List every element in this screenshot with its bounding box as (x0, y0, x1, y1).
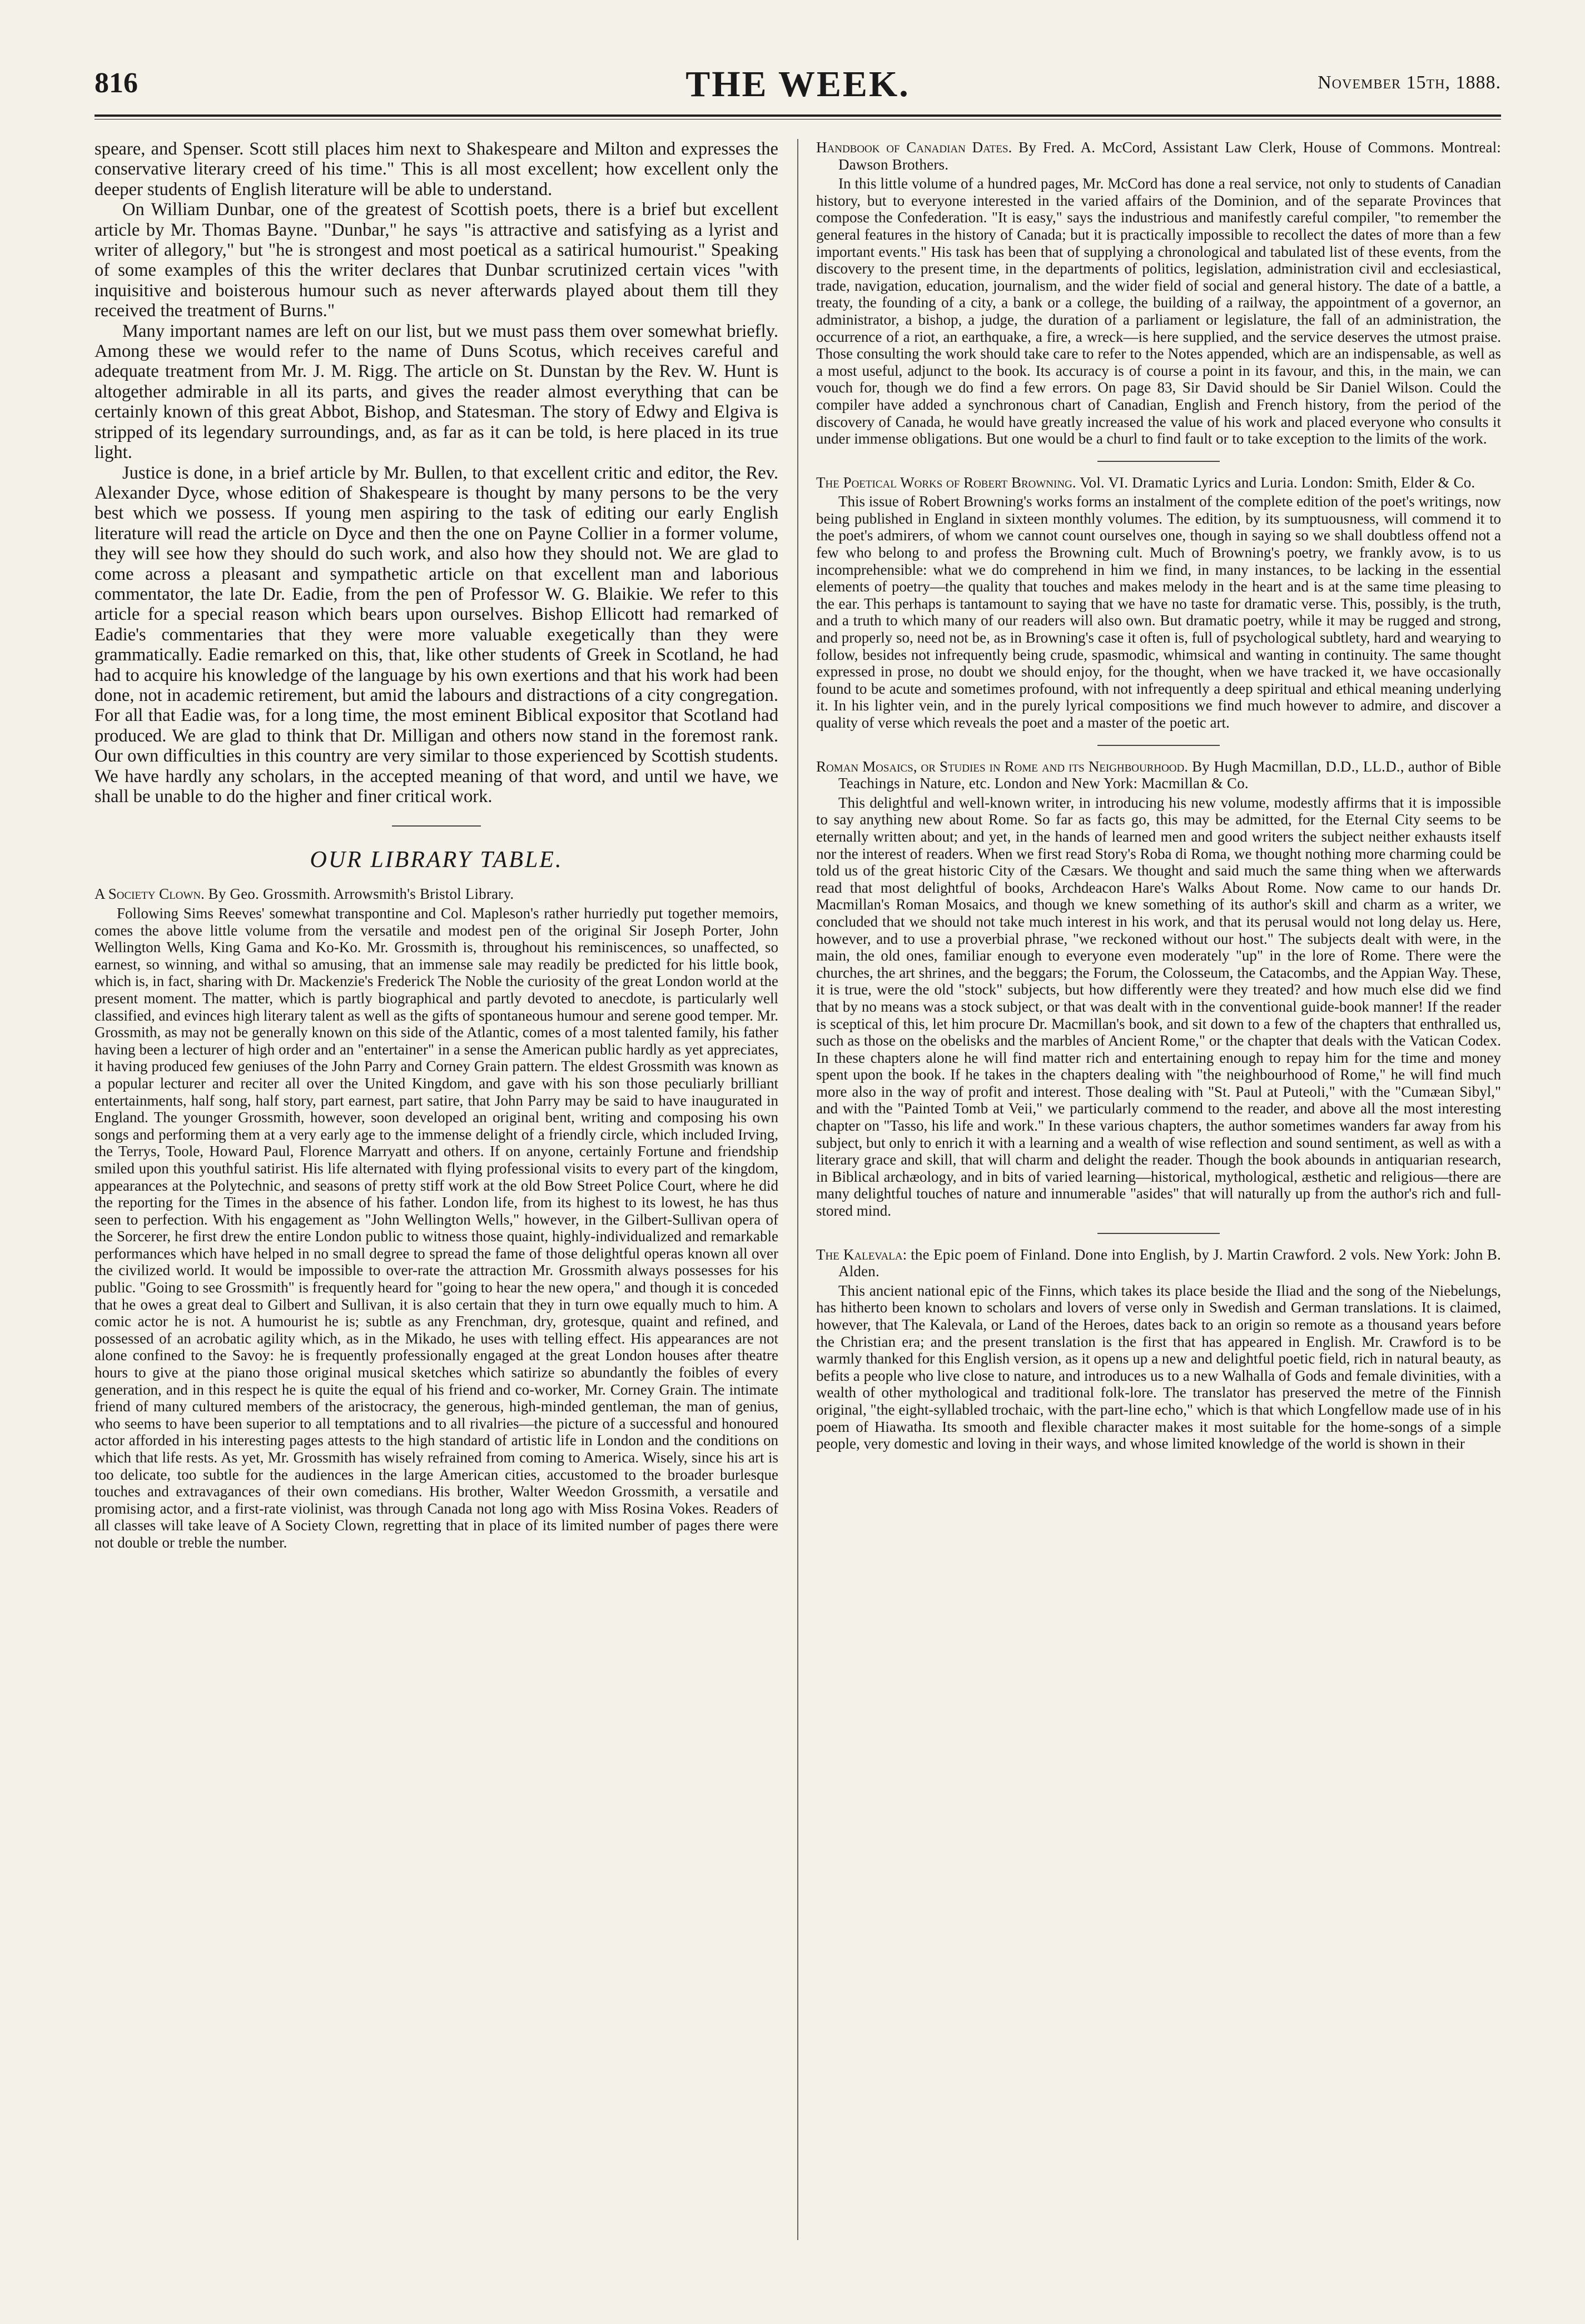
review-separator (1097, 1233, 1220, 1234)
review-byline: By Fred. A. McCord, Assistant Law Clerk, House of Commons. Montreal: Dawson Brothers. (838, 139, 1502, 173)
review-heading (816, 139, 1501, 173)
page-number: 816 (95, 67, 138, 99)
left-column (95, 139, 778, 1551)
review-body: This ancient national epic of the Finns, which takes its place beside the Iliad and the song of the Niebelungs, has hitherto been known to scholars and lovers of verse only in Swedish and German translations. It is claimed, however, that The Kalevala, or Land of the Heroes, dates back to an origin so remote as a thousand years before the Christian era; and the present translation is the first that has appeared in English. Mr. Crawford is to be warmly thanked for this English version, as it opens up a new and delightful poetic field, rich in natural beauty, as befits a people who live close to nature, and introduces us to a new Walhalla of Gods and female divinities, with a wealth of other mythological and traditional folk-lore. The translator has preserved the metre of the Finnish original, "the eight-syllabled trochaic, with the part-line echo," which is that which Longfellow made use of in his poem of Hiawatha. Its smooth and flexible character makes it most suitable for the home-songs of a simple people, very domestic and loving in their ways, and whose limited knowledge of the world is shown in their (816, 1282, 1501, 1452)
header-rule-thin (95, 119, 1501, 120)
review-title: Handbook of Canadian Dates. (816, 139, 1012, 156)
review-title: The Poetical Works of Robert Browning. (816, 474, 1076, 491)
review-roman-mosaics (816, 758, 1501, 1220)
paragraph: Many important names are left on our list, but we must pass them over somewhat briefly. Among these we would refer to the name of Duns Scotus, which receives careful and adequate treatment from Mr. J. M. Rigg. The article on St. Dunstan by the Rev. W. Hunt is altogether admirable in all its parts, and gives the reader almost everything that can be certainly known of this great Abbot, Bishop, and Statesman. The story of Edwy and Elgiva is stripped of its legendary surroundings, and, as far as it can be told, is here placed in its true light. (95, 321, 778, 463)
review-kalevala (816, 1246, 1501, 1452)
review-separator (1097, 745, 1220, 746)
review-browning (816, 474, 1501, 731)
paragraph: speare, and Spenser. Scott still places him next to Shakespeare and Milton and expresses the conservative literary creed of his time." This is all most excellent; how excellent only the deeper students of English literature will be able to understand. (95, 139, 778, 200)
journal-title: THE WEEK. (685, 64, 910, 104)
review-title: The Kalevala: (816, 1246, 907, 1263)
review-byline: the Epic poem of Finland. Done into English, by J. Martin Crawford. 2 vols. New York: John B. Alden. (838, 1246, 1502, 1280)
column-divider (797, 139, 798, 2240)
right-column (816, 139, 1501, 1452)
review-body: This issue of Robert Browning's works forms an instalment of the complete edition of the poet's writings, now being published in England in sixteen monthly volumes. The edition, by its sumptuousness, will commend it to the poet's admirers, of whom we cannot count ourselves one, though in saying so we shall doubtless offend not a few who belong to and profess the Browning cult. Much of Browning's poetry, we frankly avow, is to us incomprehensible: what we do comprehend in him we find, in many instances, to be lacking in the essential elements of poetry—the quality that touches and makes melody in the heart and is at the same time pleasing to the ear. This perhaps is tantamount to saying that we have no taste for dramatic verse. This, possibly, is the truth, and a truth to which many of our readers will also own. But dramatic poetry, while it may be rugged and strong, and properly so, need not be, as in Browning's case it often is, full of psychological subtlety, hard and wearying to follow, besides not infrequently being crude, spasmodic, whimsical and wanting in continuity. The same thought expressed in prose, no doubt we should enjoy, for the thought, when we have tracked it, we have occasionally found to be acute and sometimes profound, with not infrequently a deep spiritual and ethical meaning underlying it. In his lighter vein, and in the purely lyrical compositions we find much however to admire, and discover a quality of verse which reveals the poet and a master of the poetic art. (816, 493, 1501, 731)
header-rule (95, 115, 1501, 117)
issue-date: November 15th, 1888. (1318, 72, 1501, 93)
review-canadian-dates (816, 139, 1501, 447)
review-heading (95, 885, 778, 903)
article-continuation (95, 139, 778, 807)
review-body: Following Sims Reeves' somewhat transpontine and Col. Mapleson's rather hurriedly put together memoirs, comes the above little volume from the versatile and modest pen of the original Sir Joseph Porter, John Wellington Wells, King Gama and Ko-Ko. Mr. Grossmith is, throughout his reminiscences, so unaffected, so earnest, so winning, and withal so amusing, that an immense sale may readily be predicted for his little book, which is, in fact, sharing with Dr. Mackenzie's Frederick The Noble the curiosity of the great London world at the present moment. The matter, which is partly biographical and partly devoted to anecdote, is particularly well classified, and evinces high literary talent as well as the gifts of spontaneous humour and serene good temper. Mr. Grossmith, as may not be generally known on this side of the Atlantic, comes of a most talented family, his father having been a lecturer of high order and an "entertainer" in a sense the American public hardly as yet appreciates, it having produced few geniuses of the John Parry and Corney Grain pattern. The eldest Grossmith was known as a popular lecturer and reciter all over the United Kingdom, and gave with his son those peculiarly brilliant entertainments, half song, half story, part earnest, part satire, that John Parry may be said to have inaugurated in England. The younger Grossmith, however, soon developed an original bent, writing and composing his own songs and performing them at a very early age to the immense delight of a friendly circle, which included Irving, the Terrys, Toole, Howard Paul, Florence Marryatt and others. If on anyone, certainly Fortune and friendship smiled upon this youthful satirist. His life alternated with flying professional visits to every part of the kingdom, appearances at the Polytechnic, and seasons of pretty stiff work at the old Bow Street Police Court, where he did the reporting for the Times in the absence of his father. London life, from its highest to its lowest, he has thus seen to perfection. With his engagement as "John Wellington Wells," however, in the Gilbert-Sullivan opera of the Sorcerer, he first drew the entire London public to witness those quaint, highly-individualized and remarkable performances which have helped in no small degree to spread the fame of those delightful operas known all over the civilized world. It would be impossible to over-rate the attraction Mr. Grossmith always possesses for his public. "Going to see Grossmith" is frequently heard for "going to hear the new opera," and though it is conceded that he owes a great deal to Gilbert and Sullivan, it is also certain that they in turn owe equally much to him. A comic actor he is not. A humourist he is; subtle as any Frenchman, dry, grotesque, quaint and refined, and possessed of an acrobatic agility which, as in the Mikado, he uses with telling effect. His appearances are not alone confined to the Savoy: he is frequently professionally engaged at the great London houses after theatre hours to give at the piano those original musical sketches which satirize so abundantly the foibles of every generation, and in this respect he is quite the equal of his friend and co-worker, Mr. Corney Grain. The intimate friend of many cultured members of the aristocracy, the generous, high-minded gentleman, the man of genius, who seems to have been superior to all temptations and to all rivalries—the picture of a successful and honoured actor afforded in his interesting pages attests to the high standard of artistic life in London and the conditions on which that life rests. As yet, Mr. Grossmith has wisely refrained from coming to America. Wisely, since his art is too delicate, too subtle for the audiences in the large American cities, accustomed to the broader burlesque touches and extravagances of their own comedians. His brother, Walter Weedon Grossmith, a versatile and promising actor, and a first-rate violinist, was through Canada not long ago with Miss Rosina Vokes. Readers of all classes will take leave of A Society Clown, regretting that in place of its limited number of pages there were not double or treble the number. (95, 905, 778, 1551)
review-heading (816, 474, 1501, 491)
review-separator (1097, 461, 1220, 462)
review-title: Roman Mosaics, or Studies in Rome and its Neighbourhood. (816, 758, 1189, 775)
paragraph: On William Dunbar, one of the greatest of Scottish poets, there is a brief but excellent article by Mr. Thomas Bayne. "Dunbar," he says "is attractive and satisfying as a lyrist and writer of allegory," but "he is strongest and most poetical as a satirical humourist." Speaking of some examples of this the writer declares that Dunbar scrutinized certain vices "with inquisitive and boisterous humour such as never afterwards played about them till they received the treatment of Burns." (95, 200, 778, 321)
page-header (95, 64, 1501, 111)
review-title: A Society Clown. (95, 885, 205, 903)
section-rule (392, 825, 481, 827)
section-title: OUR LIBRARY TABLE. (310, 847, 563, 873)
review-heading (816, 758, 1501, 792)
review-society-clown (95, 885, 778, 1551)
review-byline: By Hugh Macmillan, D.D., LL.D., author of Bible Teachings in Nature, etc. London and New York: Macmillan & Co. (838, 758, 1501, 792)
review-body: This delightful and well-known writer, in introducing his new volume, modestly affirms that it is impossible to say anything new about Rome. So far as facts go, this may be admitted, for the Eternal City seems to be eternally written about; and yet, in the hands of learned men and good writers the subject neither exhausts itself nor the interest of readers. When we first read Story's Roba di Roma, we thought nothing more charming could be told us of the great historic City of the Cæsars. We thought and said much the same thing when we afterwards read that most delightful of books, Archdeacon Hare's Walks About Rome. Now came to our hands Dr. Macmillan's Roman Mosaics, and though we knew something of its author's skill and charm as a writer, we concluded that we should not take much interest in his work, and that its perusal would not long delay us. Here, however, and to use a proverbial phrase, "we reckoned without our host." The subjects dealt with were, in the main, the old ones, familiar enough to everyone even moderately "up" in the lore of Rome. There were the churches, the art shrines, and the beggars; the Forum, the Colosseum, the Catacombs, and the Appian Way. These, it is true, were the old "stock" subjects, but how differently were they treated? and how much else did we find that by no means was a stock subject, or that was dealt with in the conventional guide-book manner! If the reader is sceptical of this, let him procure Dr. Macmillan's book, and sit down to a few of the chapters that enthralled us, such as those on the obelisks and the marbles of Ancient Rome," or the chapter that deals with the Vatican Codex. In these chapters alone he will find matter rich and entertaining enough to repay him for the time and money spent upon the book. If he takes in the chapters dealing with "the neighbourhood of Rome," he will find much more also in the way of profit and interest. Those dealing with "St. Paul at Puteoli," with the "Cumæan Sibyl," and with the "Painted Tomb at Veii," we particularly commend to the reader, and above all the most interesting chapter on "Tasso, his life and work." In these various chapters, the author sometimes wanders far away from his subject, but only to enrich it with a learning and a wealth of wise reflection and sound sentiment, as well as with a literary grace and skill, that will charm and delight the reader. Though the book abounds in antiquarian research, in Biblical archæology, and in bits of varied learning—historical, mythological, æsthetic and religious—there are many delightful touches of nature and innumerable "asides" that will naturally up from the author's rich and full-stored mind. (816, 794, 1501, 1220)
review-body: In this little volume of a hundred pages, Mr. McCord has done a real service, not only to students of Canadian history, but to everyone interested in the varied affairs of the Dominion, and of the separate Provinces that compose the Confederation. "It is easy," says the industrious and manifestly careful compiler, "to remember the general features in the history of Canada; but it is practically impossible to recollect the dates of more than a few important events." His task has been that of supplying a chronological and tabulated list of these events, from the discovery to the present time, in the departments of politics, legislation, administration civil and ecclesiastical, trade, navigation, education, journalism, and the wider field of social and general history. The date of a battle, a treaty, the founding of a city, a bank or a college, the building of a railway, the appointment of a governor, an administrator, a bishop, a judge, the duration of a parliament or legislature, the fall of an administration, the occurrence of a riot, an earthquake, a fire, a wreck—is here supplied, and the service deserves the utmost praise. Those consulting the work should take care to refer to the Notes appended, which are an indispensable, as well as a most useful, adjunct to the book. Its accuracy is of course a point in its favour, and this, in the main, we can vouch for, though we do find a few errors. On page 83, Sir David should be Sir Daniel Wilson. Could the compiler have added a synchronous chart of Canadian, English and French history, from the period of the discovery of Canada, he would have greatly increased the value of his work and placed everyone who consults it under immense obligations. But one would be a churl to find fault or to take exception to the limits of the work. (816, 175, 1501, 447)
review-heading (816, 1246, 1501, 1280)
paragraph: Justice is done, in a brief article by Mr. Bullen, to that excellent critic and editor, the Rev. Alexander Dyce, whose edition of Shakespeare is thought by many persons to be the very best which we possess. If young men aspiring to the task of editing our early English literature will read the article on Dyce and then the one on Payne Collier in a former volume, they will see how they should do such work, and also how they should not. We are glad to come across a pleasant and sympathetic article on that excellent man and laborious commentator, the late Dr. Eadie, from the pen of Professor W. G. Blaikie. We refer to this article for a special reason which bears upon ourselves. Bishop Ellicott had remarked of Eadie's commentaries that they were more valuable exegetically than they were grammatically. Eadie remarked on this, that, like other students of Greek in Scotland, he had had to acquire his knowledge of the language by his own exertions and that his work had been done, not in academic retirement, but amid the labours and distractions of a city congregation. For all that Eadie was, for a long time, the most eminent Biblical expositor that Scotland had produced. We are glad to think that Dr. Milligan and others now stand in the foremost rank. Our own difficulties in this country are very similar to those experienced by Scottish students. We have hardly any scholars, in the accepted meaning of that word, and until we have, we shall be unable to do the higher and finer critical work. (95, 462, 778, 807)
review-byline: Vol. VI. Dramatic Lyrics and Luria. London: Smith, Elder & Co. (1080, 474, 1475, 491)
review-byline: By Geo. Grossmith. Arrowsmith's Bristol Library. (208, 885, 514, 903)
